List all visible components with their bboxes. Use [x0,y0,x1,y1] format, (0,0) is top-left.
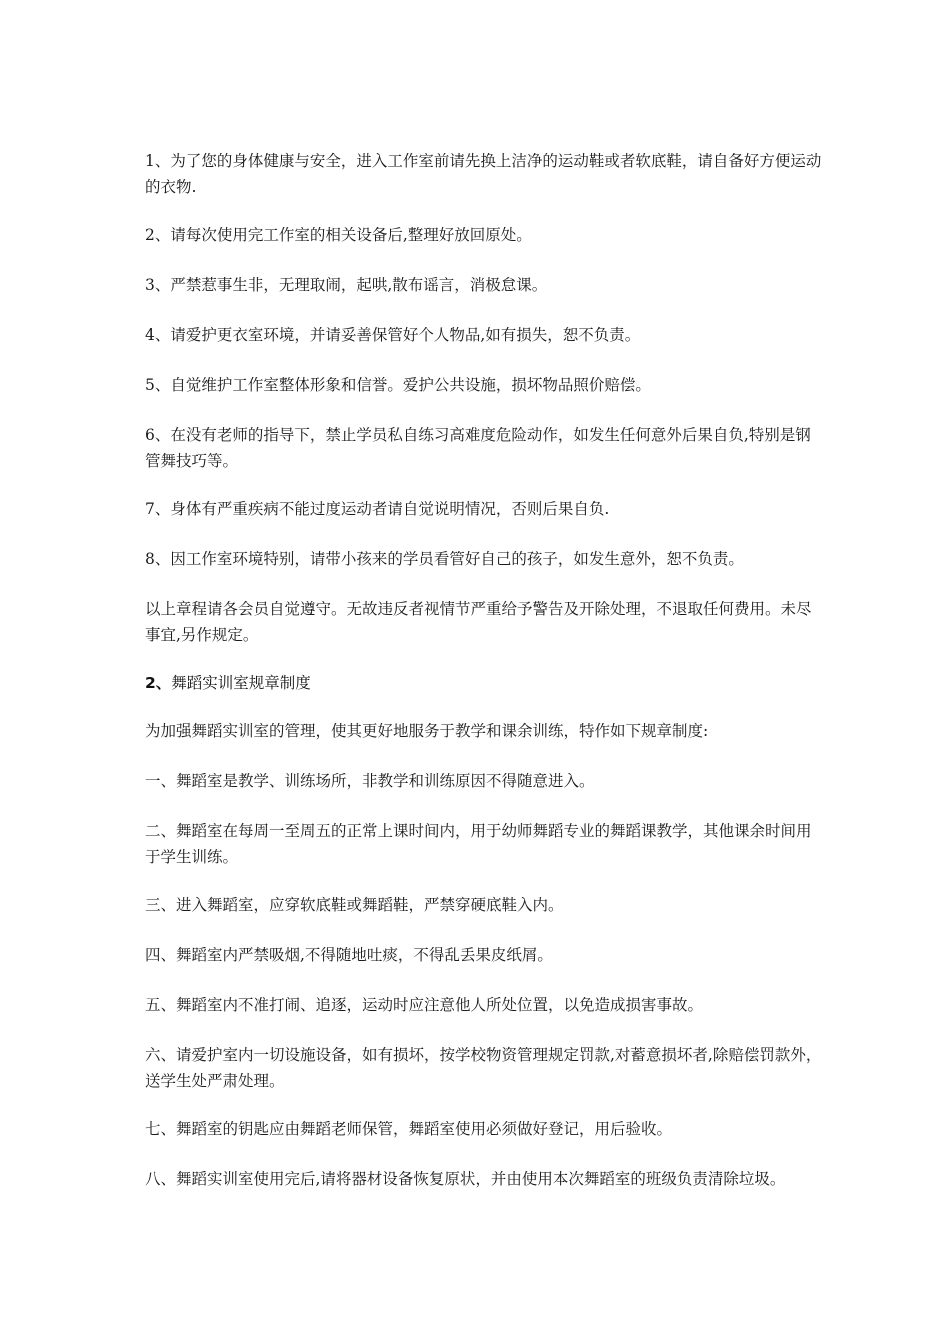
rule-8: 8、因工作室环境特别，请带小孩来的学员看管好自己的孩子，如发生意外，恕不负责。 [145,550,744,568]
closing-note: 以上章程请各会员自觉遵守。无故违反者视情节严重给予警告及开除处理，不退取任何费用。未尽事宜,另作规定。 [145,600,812,644]
rule-4: 4、请爱护更衣室环境，并请妥善保管好个人物品,如有损失，恕不负责。 [145,326,641,344]
rule-2: 2、请每次使用完工作室的相关设备后,整理好放回原处。 [145,226,532,244]
rule-3: 3、严禁惹事生非，无理取闹，起哄,散布谣言，消极怠课。 [145,276,548,294]
regulation-6: 六、请爱护室内一切设施设备，如有损坏，按学校物资管理规定罚款,对蓄意损坏者,除赔偿罚款外，送学生处严肃处理。 [145,1046,822,1090]
section-intro: 为加强舞蹈实训室的管理，使其更好地服务于教学和课余训练，特作如下规章制度: [145,722,709,740]
section-heading [145,670,825,696]
section-number: 2、 [145,674,172,692]
rule-1: 1、为了您的身体健康与安全，进入工作室前请先换上洁净的运动鞋或者软底鞋，请自备好方便运动的衣物. [145,152,822,196]
regulation-5: 五、舞蹈室内不准打闹、追逐，运动时应注意他人所处位置，以免造成损害事故。 [145,996,704,1014]
rule-6: 6、在没有老师的指导下，禁止学员私自练习高难度危险动作，如发生任何意外后果自负,特别是钢管舞技巧等。 [145,426,811,470]
section-title: 舞蹈实训室规章制度 [171,674,311,692]
regulation-8: 八、舞蹈实训室使用完后,请将器材设备恢复原状，并由使用本次舞蹈室的班级负责清除垃圾。 [145,1170,786,1188]
rule-7: 7、身体有严重疾病不能过度运动者请自觉说明情况，否则后果自负. [145,500,610,518]
document-page [145,148,825,1214]
regulation-4: 四、舞蹈室内严禁吸烟,不得随地吐痰，不得乱丢果皮纸屑。 [145,946,553,964]
regulation-1: 一、舞蹈室是教学、训练场所，非教学和训练原因不得随意进入。 [145,772,595,790]
rule-5: 5、自觉维护工作室整体形象和信誉。爱护公共设施，损坏物品照价赔偿。 [145,376,651,394]
regulation-2: 二、舞蹈室在每周一至周五的正常上课时间内，用于幼师舞蹈专业的舞蹈课教学，其他课余时间用于学生训练。 [145,822,812,866]
regulation-3: 三、进入舞蹈室，应穿软底鞋或舞蹈鞋，严禁穿硬底鞋入内。 [145,896,564,914]
regulation-7: 七、舞蹈室的钥匙应由舞蹈老师保管，舞蹈室使用必须做好登记，用后验收。 [145,1120,673,1138]
